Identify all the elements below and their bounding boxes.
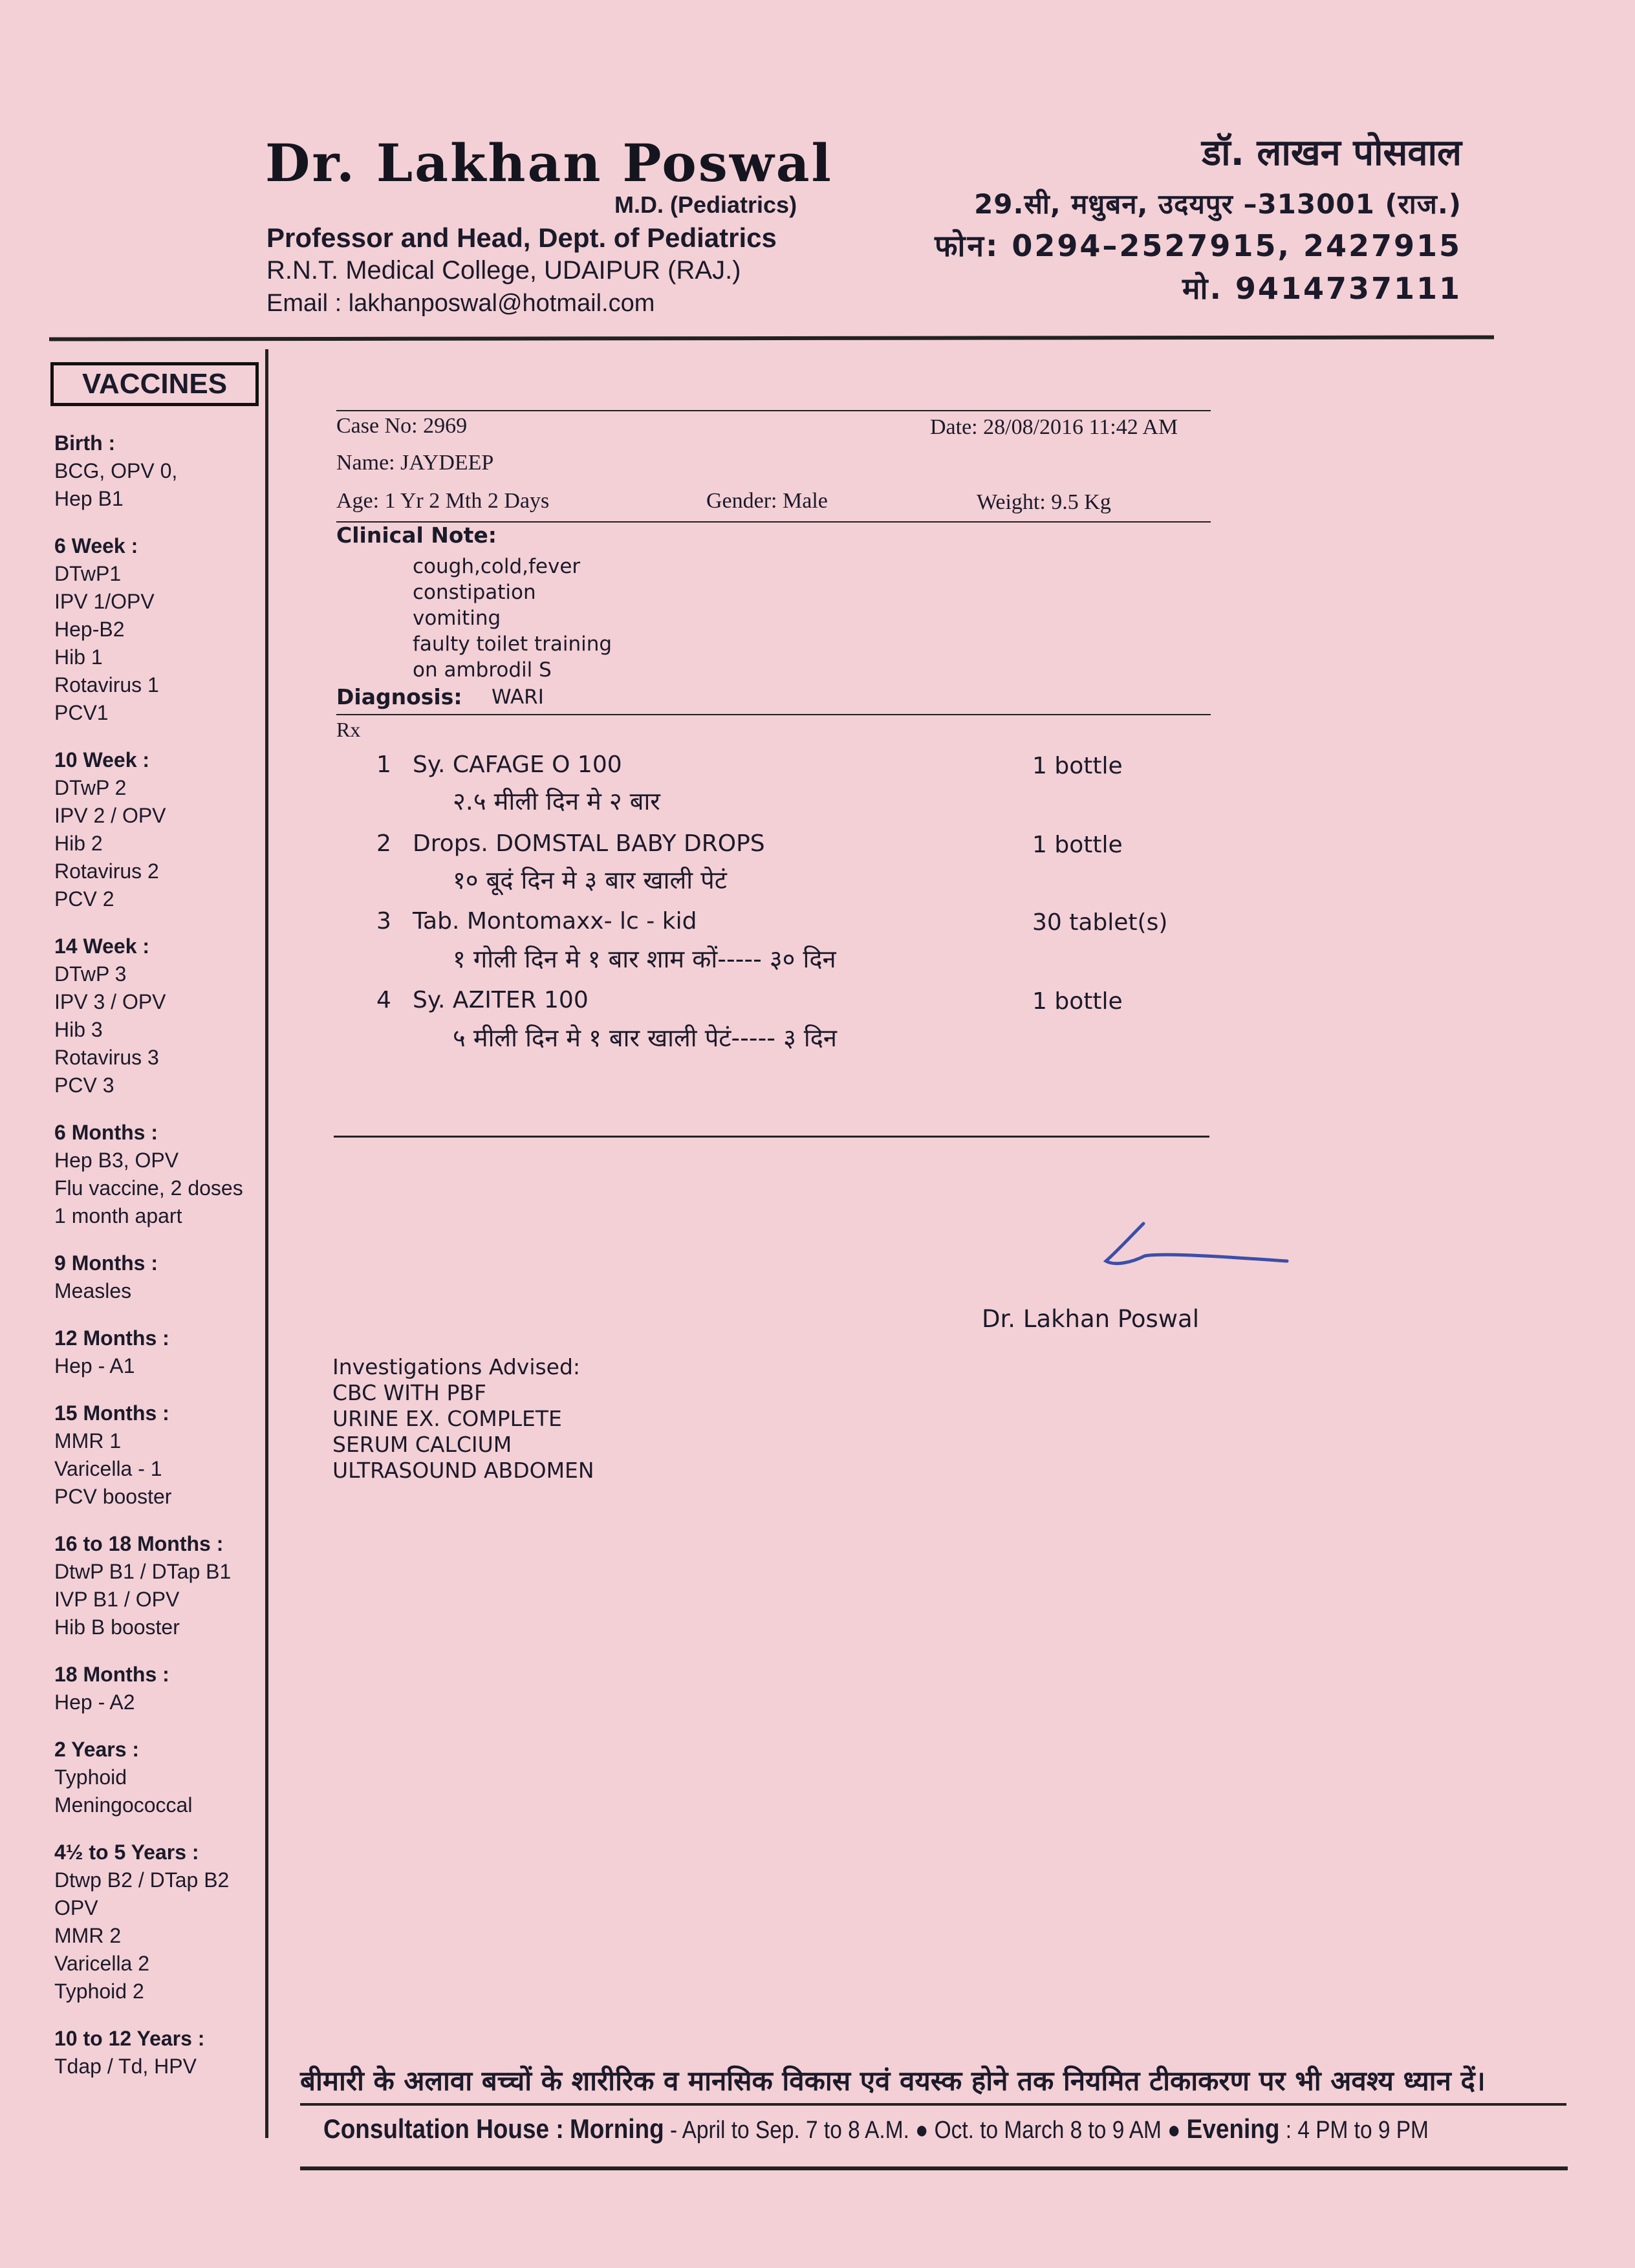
medicine-number: 4	[376, 987, 391, 1013]
medicine-number: 2	[376, 830, 391, 857]
college-name: R.N.T. Medical College, UDAIPUR (RAJ.)	[266, 256, 741, 285]
morning-label: Morning	[569, 2113, 664, 2144]
vaccine-item: BCG, OPV 0,	[54, 459, 178, 482]
vaccine-item: MMR 2	[54, 1924, 122, 1947]
vaccines-title: VACCINES	[50, 362, 259, 406]
vaccine-group-heading: 10 to 12 Years :	[54, 2027, 205, 2050]
vaccine-item: Rotavirus 1	[54, 673, 159, 697]
vaccine-item: Tdap / Td, HPV	[54, 2055, 197, 2078]
doctor-name: Dr. Lakhan Poswal	[265, 133, 833, 193]
diagnosis-rule	[336, 714, 1211, 715]
vaccine-group	[54, 2025, 268, 2080]
footer-rule-bottom	[300, 2166, 1568, 2170]
vaccine-group	[54, 1119, 268, 1230]
medicine-dosage: ५ मीली दिन मे १ बार खाली पेटं----- ३ दिन	[453, 1024, 838, 1052]
mobile-hindi: मो. 9414737111	[1182, 271, 1462, 306]
morning-hours: - April to Sep. 7 to 8 A.M. ● Oct. to March 8 to 9 AM ●	[664, 2117, 1187, 2144]
vaccine-item: Hib B booster	[54, 1615, 180, 1639]
doctor-name-hindi: डॉ. लाखन पोसवाल	[1202, 132, 1462, 174]
vaccine-group	[54, 1530, 268, 1641]
footer-rule-top	[300, 2103, 1566, 2106]
medicine-dosage: १० बूदं दिन मे ३ बार खाली पेटं	[453, 866, 727, 894]
clinical-note-line: on ambrodil S	[413, 658, 552, 682]
vaccine-item: Rotavirus 3	[54, 1046, 159, 1069]
medicine-quantity: 1 bottle	[1032, 988, 1123, 1015]
vaccine-group-heading: 9 Months :	[54, 1251, 158, 1275]
medicine-name: Tab. Montomaxx- lc - kid	[413, 908, 697, 934]
investigations-heading: Investigations Advised:	[332, 1354, 581, 1379]
investigation-item: SERUM CALCIUM	[332, 1432, 512, 1457]
doctor-degree: M.D. (Pediatrics)	[614, 191, 797, 218]
doctor-position: Professor and Head, Dept. of Pediatrics	[266, 222, 777, 253]
vaccine-item: IPV 2 / OPV	[54, 804, 166, 827]
patient-name: Name: JAYDEEP	[336, 451, 494, 475]
evening-hours: : 4 PM to 9 PM	[1279, 2117, 1429, 2144]
consultation-hours	[323, 2113, 1429, 2144]
phone-hindi: फोन: 0294–2527915, 2427915	[935, 228, 1462, 263]
vaccine-item: Hib 1	[54, 645, 103, 669]
rx-label: Rx	[336, 718, 361, 741]
vaccine-item: Hep - A1	[54, 1354, 135, 1377]
clinical-note-lines	[413, 554, 612, 683]
case-top-rule	[336, 410, 1211, 411]
vaccine-group-heading: 12 Months :	[54, 1326, 169, 1350]
vaccine-group	[54, 1661, 268, 1716]
vaccine-item: IVP B1 / OPV	[54, 1588, 180, 1611]
vaccine-item: IPV 3 / OPV	[54, 990, 166, 1013]
medicine-name: Sy. CAFAGE O 100	[413, 751, 622, 778]
vaccine-group	[54, 1839, 268, 2005]
clinical-note-line: cough,cold,fever	[413, 555, 581, 578]
vaccine-item: Hep-B2	[54, 618, 125, 641]
vaccine-item: Hep B1	[54, 487, 124, 510]
case-number: Case No: 2969	[336, 414, 468, 438]
vaccine-item: DTwP 2	[54, 776, 127, 799]
vaccine-item: OPV	[54, 1896, 98, 1919]
vaccine-group	[54, 532, 268, 727]
diagnosis-heading: Diagnosis:	[336, 684, 462, 709]
vaccine-item: PCV booster	[54, 1485, 172, 1508]
vaccine-group-heading: 15 Months :	[54, 1401, 169, 1425]
signature-mark	[1093, 1216, 1300, 1274]
address-hindi: 29.सी, मधुबन, उदयपुर –313001 (राज.)	[974, 188, 1462, 220]
medicine-dosage: २.५ मीली दिन मे २ बार	[453, 787, 660, 815]
vaccine-group-heading: 10 Week :	[54, 748, 150, 772]
vaccination-advice-hindi: बीमारी के अलावा बच्चों के शारीरिक व मानसिक विकास एवं वयस्क होने तक नियमित टीकाकरण पर भी अवश्य ध्यान दें।	[300, 2065, 1486, 2097]
vaccine-item: Hep B3, OPV	[54, 1149, 179, 1172]
visit-date: Date: 28/08/2016 11:42 AM	[930, 415, 1178, 439]
vaccine-group	[54, 1736, 268, 1819]
vaccine-group	[54, 1399, 268, 1511]
vaccine-group-heading: Birth :	[54, 431, 116, 455]
vaccine-item: Flu vaccine, 2 doses	[54, 1176, 243, 1200]
patient-age: Age: 1 Yr 2 Mth 2 Days	[336, 489, 550, 513]
vaccine-item: Hib 2	[54, 832, 103, 855]
vaccine-item: Varicella 2	[54, 1952, 150, 1975]
vaccine-item: DTwP1	[54, 562, 122, 585]
vaccine-item: IPV 1/OPV	[54, 590, 155, 613]
vaccine-group-heading: 4½ to 5 Years :	[54, 1841, 199, 1864]
vaccine-item: Typhoid	[54, 1766, 127, 1789]
doctor-email: Email : lakhanposwal@hotmail.com	[266, 290, 655, 317]
vaccine-item: Varicella - 1	[54, 1457, 162, 1480]
vaccine-item: PCV 3	[54, 1074, 114, 1097]
consultation-label: Consultation House :	[323, 2113, 564, 2144]
investigation-item: URINE EX. COMPLETE	[332, 1406, 562, 1431]
vaccine-item: DtwP B1 / DTap B1	[54, 1560, 232, 1583]
vaccine-group-heading: 6 Week :	[54, 534, 138, 557]
investigations-advised	[332, 1354, 594, 1484]
signature-name: Dr. Lakhan Poswal	[982, 1305, 1199, 1333]
vaccine-item: PCV 2	[54, 887, 114, 911]
vaccine-item: DTwP 3	[54, 962, 127, 986]
medicine-dosage: १ गोली दिन मे १ बार शाम कों----- ३० दिन	[453, 945, 836, 973]
vaccine-group	[54, 1249, 268, 1305]
vaccine-group	[54, 1324, 268, 1380]
vaccine-group	[54, 933, 268, 1099]
vaccine-group-heading: 18 Months :	[54, 1663, 169, 1686]
vaccine-group	[54, 746, 268, 913]
vaccine-group	[54, 429, 268, 513]
vaccine-item: MMR 1	[54, 1429, 122, 1453]
medicine-quantity: 30 tablet(s)	[1032, 909, 1168, 936]
patient-weight: Weight: 9.5 Kg	[977, 490, 1111, 514]
clinical-note-line: faulty toilet training	[413, 632, 612, 656]
clinical-note-line: constipation	[413, 581, 536, 604]
vaccine-schedule	[54, 429, 268, 2100]
vaccine-item: PCV1	[54, 701, 109, 724]
vaccine-item: 1 month apart	[54, 1204, 182, 1227]
patient-gender: Gender: Male	[706, 489, 828, 513]
vaccine-item: Measles	[54, 1279, 132, 1302]
investigation-item: CBC WITH PBF	[332, 1380, 486, 1405]
medicine-name: Drops. DOMSTAL BABY DROPS	[413, 830, 765, 857]
vaccine-group-heading: 16 to 18 Months :	[54, 1532, 224, 1555]
vaccine-item: Rotavirus 2	[54, 859, 159, 883]
medicine-quantity: 1 bottle	[1032, 753, 1123, 779]
header-rule	[49, 335, 1494, 341]
vaccine-item: Hep - A2	[54, 1690, 135, 1714]
medicine-number: 3	[376, 908, 391, 934]
diagnosis-value: WARI	[492, 686, 544, 709]
prescription-end-rule	[334, 1136, 1209, 1138]
vaccine-group-heading: 14 Week :	[54, 934, 150, 958]
vaccine-item: Dtwp B2 / DTap B2	[54, 1868, 230, 1892]
investigation-item: ULTRASOUND ABDOMEN	[332, 1458, 594, 1483]
medicine-number: 1	[376, 751, 391, 778]
vaccine-group-heading: 6 Months :	[54, 1121, 158, 1144]
vaccine-group-heading: 2 Years :	[54, 1738, 140, 1761]
medicine-quantity: 1 bottle	[1032, 832, 1123, 858]
clinical-note-heading: Clinical Note:	[336, 523, 497, 548]
vaccine-item: Meningococcal	[54, 1793, 193, 1817]
evening-label: Evening	[1186, 2113, 1280, 2144]
medicine-name: Sy. AZITER 100	[413, 987, 589, 1013]
vaccine-item: Typhoid 2	[54, 1980, 144, 2003]
clinical-note-line: vomiting	[413, 607, 501, 630]
vaccine-item: Hib 3	[54, 1018, 103, 1041]
